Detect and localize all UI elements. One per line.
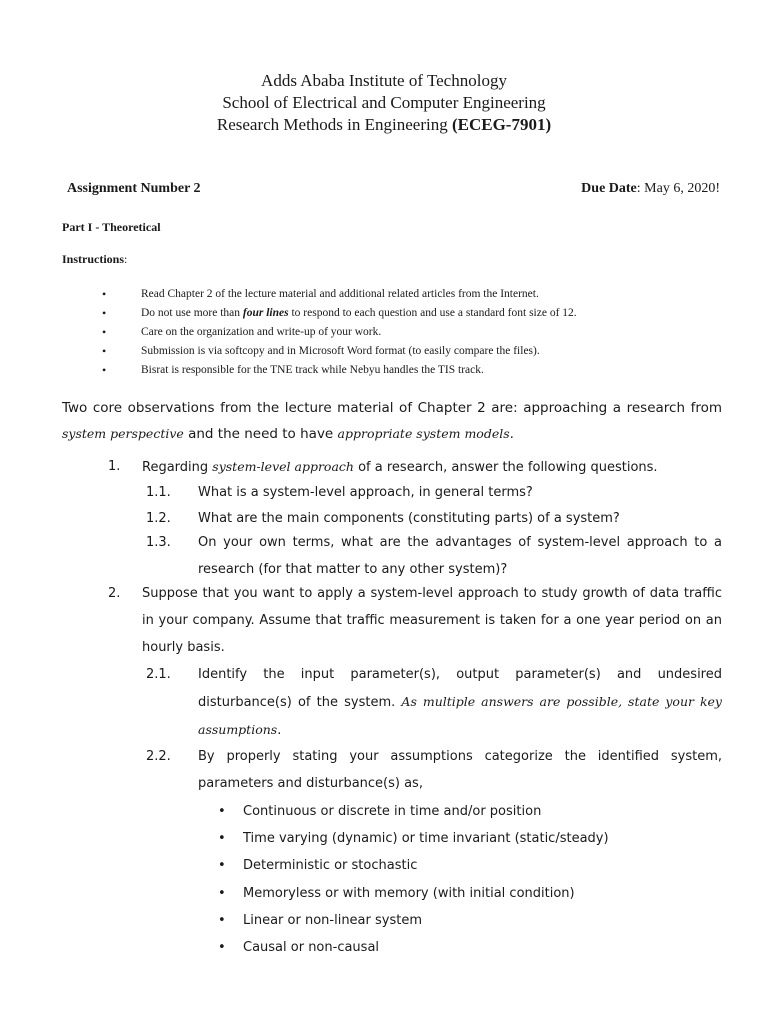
- category-item: • Deterministic or stochastic: [218, 852, 609, 879]
- question-text-part: .: [277, 723, 282, 738]
- instruction-item: • Submission is via softcopy and in Microsoft Word format (to easily compare the files).: [102, 342, 722, 361]
- instruction-item: • Bisrat is responsible for the TNE track while Nebyu handles the TIS track.: [102, 361, 722, 380]
- question-number: 2.1.: [146, 667, 171, 682]
- intro-text: and the need to have: [183, 426, 338, 442]
- intro-text: Two core observations from the lecture material of Chapter 2 are: approaching a research from: [62, 400, 722, 416]
- intro-emphasis: system perspective: [62, 426, 184, 441]
- category-item: • Time varying (dynamic) or time invariant (static/steady): [218, 825, 609, 852]
- assignment-number: Assignment Number 2: [67, 181, 201, 196]
- course-name: Research Methods in Engineering: [216, 115, 452, 134]
- category-item: • Memoryless or with memory (with initial condition): [218, 880, 609, 907]
- course-code: (ECEG-7901): [451, 115, 552, 134]
- question-text: What is a system-level approach, in general terms?: [198, 485, 533, 500]
- question-number: 1.2.: [146, 511, 171, 526]
- instructions-heading: [62, 252, 127, 267]
- due-date-label: Due Date: [581, 181, 637, 196]
- part-heading: Part I - Theoretical: [62, 220, 161, 234]
- instructions-label: Instructions: [62, 252, 125, 266]
- question-number: 1.3.: [146, 535, 171, 550]
- question-text: By properly stating your assumptions categorize the identified system, parameters and disturbance(s) as,: [198, 749, 722, 791]
- question-number: 1.: [108, 459, 121, 474]
- question-text: [198, 661, 722, 744]
- question-text-part: Identify the input parameter(s), output parameter(s) and undesired disturbance(s) of the system.: [198, 667, 722, 710]
- question-emphasis: system-level approach: [212, 459, 354, 474]
- question-number: 2.: [108, 586, 121, 601]
- question-number: 2.2.: [146, 749, 171, 764]
- question-emphasis: As multiple answers are possible, state your key assumptions: [198, 694, 722, 737]
- course-title: [0, 114, 768, 136]
- instructions-list: [102, 285, 722, 380]
- instruction-text: to respond to each question and use a standard font size of 12.: [288, 307, 577, 319]
- instructions-colon: :: [124, 252, 128, 266]
- question-text: What are the main components (constituting parts) of a system?: [198, 511, 620, 526]
- school-name: School of Electrical and Computer Engineering: [222, 93, 546, 112]
- intro-emphasis: appropriate system models: [337, 426, 510, 441]
- question-text: On your own terms, what are the advantages of system-level approach to a research (for that matter to any other system)?: [198, 535, 722, 577]
- question-number: 1.1.: [146, 485, 171, 500]
- question-text-part: of a research, answer the following questions.: [353, 460, 658, 475]
- instruction-item: • Care on the organization and write-up of your work.: [102, 323, 722, 342]
- institute-name: Adds Ababa Institute of Technology: [261, 71, 507, 90]
- category-item: • Causal or non-causal: [218, 934, 609, 961]
- intro-paragraph: [62, 396, 722, 447]
- question-text-part: Regarding: [142, 460, 213, 475]
- document-header: [0, 70, 768, 136]
- instruction-emphasis: four lines: [242, 307, 289, 319]
- category-item: • Continuous or discrete in time and/or position: [218, 798, 609, 825]
- instruction-item: [102, 304, 722, 323]
- category-item: • Linear or non-linear system: [218, 907, 609, 934]
- due-date-value: : May 6, 2020!: [636, 181, 720, 196]
- category-list: [218, 798, 609, 961]
- question-text: Suppose that you want to apply a system-level approach to study growth of data traffic in your company. Assume that traffic measurement is taken for a one year period on an hourly basis.: [142, 586, 722, 655]
- question-text: [142, 453, 722, 481]
- instruction-item: • Read Chapter 2 of the lecture material and additional related articles from the Internet.: [102, 285, 722, 304]
- due-date: [581, 181, 720, 197]
- instruction-text: Do not use more than: [141, 307, 243, 319]
- intro-text: .: [509, 426, 514, 442]
